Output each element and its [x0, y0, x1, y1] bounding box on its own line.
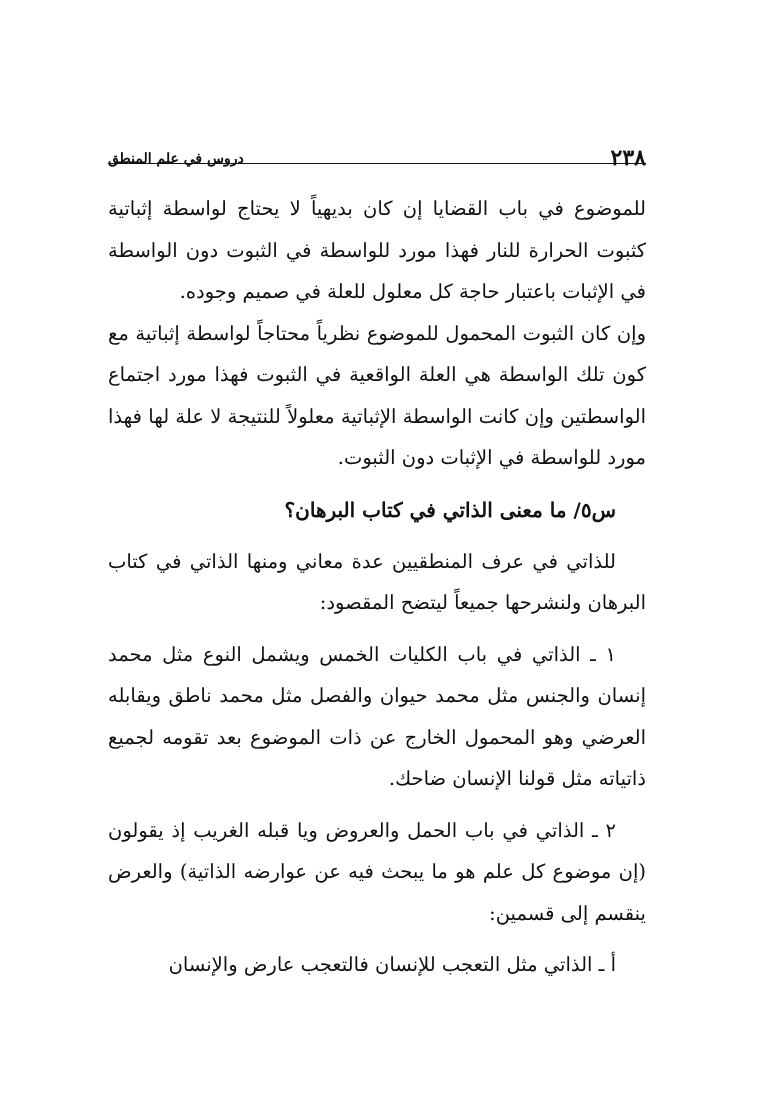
header-rule	[108, 163, 646, 164]
paragraph-5: ٢ ـ الذاتي في باب الحمل والعروض ويا قبله الغريب إذ يقولون (إن موضوع كل علم هو ما يبحث فيه عن عوارضه الذاتية) والعرض ينقسم إلى قسمين:	[108, 818, 646, 925]
page-number: ٢٣٨	[610, 145, 646, 171]
paragraph-4: ١ ـ الذاتي في باب الكليات الخمس ويشمل النوع مثل محمد إنسان والجنس مثل محمد حيوان والفصل مثل محمد ناطق ويقابله العرضي وهو المحمول الخارج عن ذات الموضوع بعد تقومه لجميع ذاتياته مثل قولنا الإنسان ضاحك.	[108, 642, 646, 790]
paragraph-6: أ ـ الذاتي مثل التعجب للإنسان فالتعجب عارض والإنسان	[168, 953, 616, 976]
paragraph-1: للموضوع في باب القضايا إن كان بديهياً لا يحتاج لواسطة إثباتية كثبوت الحرارة للنار فهذا مورد للواسطة في الثبوت دون الواسطة في الإثبات باعتبار حاجة كل معلول للعلة في صميم وجوده.	[108, 197, 646, 303]
page-body	[108, 188, 646, 986]
paragraph-gap	[108, 934, 646, 944]
paragraph-2: وإن كان الثبوت المحمول للموضوع نظرياً محتاجاً لواسطة إثباتية مع كون تلك الواسطة هي العلة الواقعية في الثبوت فهذا مورد اجتماع الواسطتين وإن كانت الواسطة الإثباتية معلولاً للنتيجة لا علة لها فهذا مورد للواسطة في الإثبات دون الثبوت.	[108, 321, 646, 469]
page-header	[108, 143, 646, 173]
paragraph-3: للذاتي في عرف المنطقيين عدة معاني ومنها الذاتي في كتاب البرهان ولنشرحها جميعاً ليتضح المقصود:	[108, 549, 646, 614]
running-title: دروس في علم المنطق	[108, 151, 244, 167]
question-heading: س٥/ ما معنى الذاتي في كتاب البرهان؟	[284, 497, 616, 522]
paragraph-gap	[108, 800, 646, 810]
book-page	[108, 0, 646, 1117]
paragraph-gap	[108, 624, 646, 634]
